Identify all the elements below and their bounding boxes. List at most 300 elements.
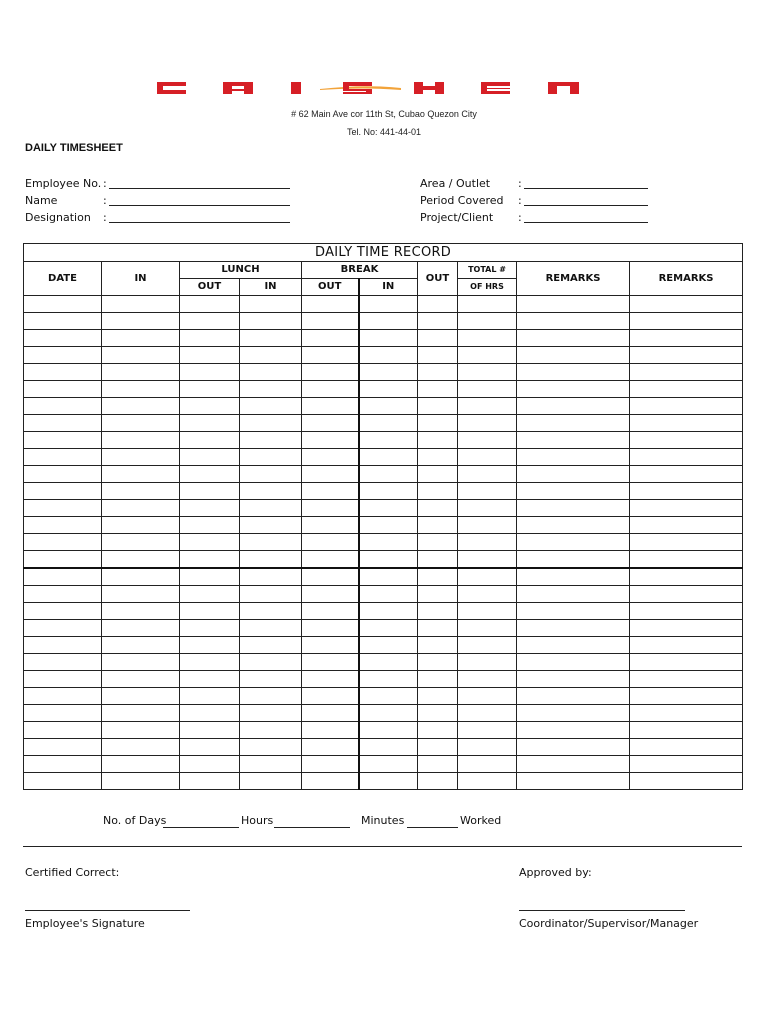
out-cell[interactable] [418,500,458,517]
lunch-in-cell[interactable] [240,449,302,466]
break-in-cell[interactable] [359,568,418,586]
in-cell[interactable] [102,398,180,415]
break-in-cell[interactable] [359,603,418,620]
break-out-cell[interactable] [302,500,359,517]
total-hrs-cell[interactable] [458,739,517,756]
remarks-2-cell[interactable] [630,773,743,790]
remarks-2-cell[interactable] [630,534,743,551]
in-cell[interactable] [102,296,180,313]
remarks-2-cell[interactable] [630,722,743,739]
break-out-cell[interactable] [302,756,359,773]
in-cell[interactable] [102,671,180,688]
designation-field[interactable] [109,212,290,223]
lunch-out-cell[interactable] [180,347,240,364]
break-in-cell[interactable] [359,620,418,637]
lunch-out-cell[interactable] [180,466,240,483]
remarks-2-cell[interactable] [630,483,743,500]
remarks-1-cell[interactable] [517,398,630,415]
total-hrs-cell[interactable] [458,568,517,586]
date-cell[interactable] [24,449,102,466]
in-cell[interactable] [102,432,180,449]
date-cell[interactable] [24,756,102,773]
remarks-1-cell[interactable] [517,483,630,500]
total-hrs-cell[interactable] [458,500,517,517]
total-hrs-cell[interactable] [458,705,517,722]
in-cell[interactable] [102,517,180,534]
break-in-cell[interactable] [359,500,418,517]
break-out-cell[interactable] [302,483,359,500]
break-out-cell[interactable] [302,705,359,722]
total-hrs-cell[interactable] [458,756,517,773]
total-hrs-cell[interactable] [458,671,517,688]
total-hrs-cell[interactable] [458,432,517,449]
break-out-cell[interactable] [302,398,359,415]
in-cell[interactable] [102,483,180,500]
lunch-out-cell[interactable] [180,773,240,790]
remarks-1-cell[interactable] [517,381,630,398]
lunch-in-cell[interactable] [240,568,302,586]
remarks-2-cell[interactable] [630,705,743,722]
break-in-cell[interactable] [359,381,418,398]
break-in-cell[interactable] [359,347,418,364]
area-outlet-field[interactable] [524,178,648,189]
break-out-cell[interactable] [302,415,359,432]
break-in-cell[interactable] [359,483,418,500]
lunch-out-cell[interactable] [180,432,240,449]
lunch-out-cell[interactable] [180,722,240,739]
remarks-2-cell[interactable] [630,603,743,620]
total-hrs-cell[interactable] [458,330,517,347]
date-cell[interactable] [24,330,102,347]
total-hrs-cell[interactable] [458,637,517,654]
lunch-out-cell[interactable] [180,483,240,500]
total-hrs-cell[interactable] [458,296,517,313]
out-cell[interactable] [418,432,458,449]
in-cell[interactable] [102,739,180,756]
break-out-cell[interactable] [302,432,359,449]
out-cell[interactable] [418,603,458,620]
lunch-out-cell[interactable] [180,517,240,534]
in-cell[interactable] [102,347,180,364]
remarks-2-cell[interactable] [630,637,743,654]
in-cell[interactable] [102,756,180,773]
in-cell[interactable] [102,620,180,637]
break-out-cell[interactable] [302,568,359,586]
lunch-in-cell[interactable] [240,415,302,432]
date-cell[interactable] [24,500,102,517]
remarks-1-cell[interactable] [517,637,630,654]
break-out-cell[interactable] [302,534,359,551]
lunch-in-cell[interactable] [240,654,302,671]
lunch-in-cell[interactable] [240,756,302,773]
break-out-cell[interactable] [302,620,359,637]
lunch-in-cell[interactable] [240,466,302,483]
lunch-in-cell[interactable] [240,722,302,739]
in-cell[interactable] [102,330,180,347]
in-cell[interactable] [102,466,180,483]
break-in-cell[interactable] [359,654,418,671]
total-hrs-cell[interactable] [458,688,517,705]
total-hrs-cell[interactable] [458,722,517,739]
in-cell[interactable] [102,381,180,398]
remarks-2-cell[interactable] [630,466,743,483]
break-out-cell[interactable] [302,313,359,330]
remarks-2-cell[interactable] [630,620,743,637]
date-cell[interactable] [24,432,102,449]
out-cell[interactable] [418,347,458,364]
lunch-in-cell[interactable] [240,551,302,569]
total-hrs-cell[interactable] [458,773,517,790]
in-cell[interactable] [102,568,180,586]
break-out-cell[interactable] [302,773,359,790]
remarks-1-cell[interactable] [517,432,630,449]
break-in-cell[interactable] [359,722,418,739]
date-cell[interactable] [24,688,102,705]
in-cell[interactable] [102,722,180,739]
remarks-2-cell[interactable] [630,364,743,381]
lunch-out-cell[interactable] [180,381,240,398]
remarks-1-cell[interactable] [517,620,630,637]
break-out-cell[interactable] [302,381,359,398]
break-in-cell[interactable] [359,398,418,415]
out-cell[interactable] [418,705,458,722]
remarks-2-cell[interactable] [630,654,743,671]
lunch-in-cell[interactable] [240,688,302,705]
break-in-cell[interactable] [359,432,418,449]
remarks-1-cell[interactable] [517,756,630,773]
break-in-cell[interactable] [359,296,418,313]
lunch-out-cell[interactable] [180,603,240,620]
date-cell[interactable] [24,483,102,500]
project-client-field[interactable] [524,212,648,223]
date-cell[interactable] [24,739,102,756]
remarks-1-cell[interactable] [517,330,630,347]
lunch-in-cell[interactable] [240,398,302,415]
lunch-in-cell[interactable] [240,534,302,551]
out-cell[interactable] [418,483,458,500]
remarks-1-cell[interactable] [517,671,630,688]
remarks-2-cell[interactable] [630,330,743,347]
remarks-2-cell[interactable] [630,500,743,517]
break-out-cell[interactable] [302,654,359,671]
out-cell[interactable] [418,381,458,398]
lunch-in-cell[interactable] [240,620,302,637]
out-cell[interactable] [418,466,458,483]
lunch-out-cell[interactable] [180,586,240,603]
total-hrs-cell[interactable] [458,398,517,415]
break-in-cell[interactable] [359,415,418,432]
lunch-out-cell[interactable] [180,688,240,705]
out-cell[interactable] [418,415,458,432]
out-cell[interactable] [418,671,458,688]
in-cell[interactable] [102,449,180,466]
remarks-1-cell[interactable] [517,449,630,466]
out-cell[interactable] [418,637,458,654]
remarks-2-cell[interactable] [630,432,743,449]
remarks-1-cell[interactable] [517,551,630,569]
remarks-2-cell[interactable] [630,347,743,364]
in-cell[interactable] [102,313,180,330]
date-cell[interactable] [24,654,102,671]
lunch-out-cell[interactable] [180,500,240,517]
date-cell[interactable] [24,586,102,603]
in-cell[interactable] [102,364,180,381]
break-out-cell[interactable] [302,296,359,313]
remarks-1-cell[interactable] [517,517,630,534]
out-cell[interactable] [418,534,458,551]
total-hrs-cell[interactable] [458,654,517,671]
in-cell[interactable] [102,603,180,620]
in-cell[interactable] [102,773,180,790]
break-out-cell[interactable] [302,449,359,466]
out-cell[interactable] [418,739,458,756]
total-hrs-cell[interactable] [458,483,517,500]
lunch-out-cell[interactable] [180,654,240,671]
break-in-cell[interactable] [359,364,418,381]
remarks-1-cell[interactable] [517,688,630,705]
break-out-cell[interactable] [302,347,359,364]
remarks-1-cell[interactable] [517,568,630,586]
remarks-2-cell[interactable] [630,568,743,586]
lunch-out-cell[interactable] [180,671,240,688]
remarks-1-cell[interactable] [517,654,630,671]
approver-signature-line[interactable] [519,910,685,911]
total-hrs-cell[interactable] [458,603,517,620]
lunch-in-cell[interactable] [240,586,302,603]
break-out-cell[interactable] [302,517,359,534]
total-hrs-cell[interactable] [458,364,517,381]
employee-no-field[interactable] [109,178,290,189]
total-hrs-cell[interactable] [458,449,517,466]
date-cell[interactable] [24,705,102,722]
lunch-in-cell[interactable] [240,381,302,398]
lunch-out-cell[interactable] [180,705,240,722]
break-in-cell[interactable] [359,586,418,603]
break-in-cell[interactable] [359,449,418,466]
lunch-in-cell[interactable] [240,739,302,756]
lunch-out-cell[interactable] [180,296,240,313]
date-cell[interactable] [24,517,102,534]
out-cell[interactable] [418,398,458,415]
lunch-out-cell[interactable] [180,551,240,569]
lunch-out-cell[interactable] [180,313,240,330]
period-covered-field[interactable] [524,195,648,206]
remarks-2-cell[interactable] [630,756,743,773]
remarks-2-cell[interactable] [630,688,743,705]
in-cell[interactable] [102,654,180,671]
lunch-in-cell[interactable] [240,330,302,347]
in-cell[interactable] [102,586,180,603]
break-out-cell[interactable] [302,364,359,381]
break-out-cell[interactable] [302,739,359,756]
date-cell[interactable] [24,313,102,330]
lunch-in-cell[interactable] [240,705,302,722]
in-cell[interactable] [102,705,180,722]
lunch-out-cell[interactable] [180,415,240,432]
remarks-1-cell[interactable] [517,603,630,620]
lunch-out-cell[interactable] [180,449,240,466]
break-out-cell[interactable] [302,722,359,739]
total-hrs-cell[interactable] [458,466,517,483]
remarks-2-cell[interactable] [630,313,743,330]
lunch-out-cell[interactable] [180,637,240,654]
employee-signature-line[interactable] [25,910,190,911]
break-in-cell[interactable] [359,534,418,551]
date-cell[interactable] [24,534,102,551]
lunch-out-cell[interactable] [180,534,240,551]
lunch-out-cell[interactable] [180,620,240,637]
total-hrs-cell[interactable] [458,517,517,534]
date-cell[interactable] [24,347,102,364]
out-cell[interactable] [418,654,458,671]
break-out-cell[interactable] [302,551,359,569]
in-cell[interactable] [102,500,180,517]
lunch-out-cell[interactable] [180,398,240,415]
lunch-in-cell[interactable] [240,347,302,364]
break-out-cell[interactable] [302,671,359,688]
remarks-2-cell[interactable] [630,398,743,415]
date-cell[interactable] [24,364,102,381]
name-field[interactable] [109,195,290,206]
remarks-2-cell[interactable] [630,739,743,756]
remarks-1-cell[interactable] [517,773,630,790]
break-in-cell[interactable] [359,756,418,773]
date-cell[interactable] [24,296,102,313]
date-cell[interactable] [24,671,102,688]
lunch-out-cell[interactable] [180,756,240,773]
remarks-2-cell[interactable] [630,296,743,313]
in-cell[interactable] [102,637,180,654]
date-cell[interactable] [24,773,102,790]
lunch-out-cell[interactable] [180,568,240,586]
total-hrs-cell[interactable] [458,415,517,432]
in-cell[interactable] [102,534,180,551]
lunch-in-cell[interactable] [240,603,302,620]
remarks-1-cell[interactable] [517,347,630,364]
break-in-cell[interactable] [359,637,418,654]
out-cell[interactable] [418,620,458,637]
lunch-in-cell[interactable] [240,500,302,517]
no-of-days-field[interactable] [163,817,239,828]
break-in-cell[interactable] [359,739,418,756]
out-cell[interactable] [418,296,458,313]
lunch-out-cell[interactable] [180,330,240,347]
out-cell[interactable] [418,586,458,603]
break-out-cell[interactable] [302,688,359,705]
lunch-out-cell[interactable] [180,739,240,756]
lunch-in-cell[interactable] [240,773,302,790]
out-cell[interactable] [418,313,458,330]
remarks-2-cell[interactable] [630,449,743,466]
remarks-1-cell[interactable] [517,722,630,739]
break-in-cell[interactable] [359,688,418,705]
date-cell[interactable] [24,637,102,654]
remarks-1-cell[interactable] [517,415,630,432]
remarks-1-cell[interactable] [517,705,630,722]
break-out-cell[interactable] [302,637,359,654]
out-cell[interactable] [418,688,458,705]
remarks-1-cell[interactable] [517,534,630,551]
total-hrs-cell[interactable] [458,620,517,637]
lunch-in-cell[interactable] [240,364,302,381]
date-cell[interactable] [24,620,102,637]
lunch-out-cell[interactable] [180,364,240,381]
date-cell[interactable] [24,381,102,398]
lunch-in-cell[interactable] [240,296,302,313]
remarks-2-cell[interactable] [630,381,743,398]
lunch-in-cell[interactable] [240,432,302,449]
hours-field[interactable] [274,817,350,828]
remarks-2-cell[interactable] [630,671,743,688]
remarks-1-cell[interactable] [517,586,630,603]
minutes-field[interactable] [407,817,458,828]
in-cell[interactable] [102,551,180,569]
break-in-cell[interactable] [359,551,418,569]
date-cell[interactable] [24,568,102,586]
remarks-1-cell[interactable] [517,739,630,756]
break-out-cell[interactable] [302,603,359,620]
date-cell[interactable] [24,466,102,483]
break-in-cell[interactable] [359,517,418,534]
out-cell[interactable] [418,722,458,739]
in-cell[interactable] [102,688,180,705]
date-cell[interactable] [24,415,102,432]
remarks-1-cell[interactable] [517,500,630,517]
date-cell[interactable] [24,551,102,569]
out-cell[interactable] [418,551,458,569]
out-cell[interactable] [418,756,458,773]
break-in-cell[interactable] [359,330,418,347]
out-cell[interactable] [418,773,458,790]
total-hrs-cell[interactable] [458,586,517,603]
break-out-cell[interactable] [302,330,359,347]
lunch-in-cell[interactable] [240,313,302,330]
break-out-cell[interactable] [302,466,359,483]
out-cell[interactable] [418,449,458,466]
remarks-1-cell[interactable] [517,364,630,381]
break-in-cell[interactable] [359,705,418,722]
break-in-cell[interactable] [359,671,418,688]
total-hrs-cell[interactable] [458,347,517,364]
remarks-2-cell[interactable] [630,551,743,569]
out-cell[interactable] [418,568,458,586]
total-hrs-cell[interactable] [458,534,517,551]
lunch-in-cell[interactable] [240,671,302,688]
out-cell[interactable] [418,330,458,347]
lunch-in-cell[interactable] [240,637,302,654]
remarks-2-cell[interactable] [630,415,743,432]
remarks-1-cell[interactable] [517,466,630,483]
total-hrs-cell[interactable] [458,313,517,330]
remarks-2-cell[interactable] [630,517,743,534]
break-in-cell[interactable] [359,466,418,483]
total-hrs-cell[interactable] [458,381,517,398]
date-cell[interactable] [24,722,102,739]
out-cell[interactable] [418,517,458,534]
date-cell[interactable] [24,603,102,620]
lunch-in-cell[interactable] [240,517,302,534]
date-cell[interactable] [24,398,102,415]
break-in-cell[interactable] [359,773,418,790]
remarks-1-cell[interactable] [517,313,630,330]
break-in-cell[interactable] [359,313,418,330]
total-hrs-cell[interactable] [458,551,517,569]
remarks-1-cell[interactable] [517,296,630,313]
lunch-in-cell[interactable] [240,483,302,500]
remarks-2-cell[interactable] [630,586,743,603]
break-out-cell[interactable] [302,586,359,603]
in-cell[interactable] [102,415,180,432]
